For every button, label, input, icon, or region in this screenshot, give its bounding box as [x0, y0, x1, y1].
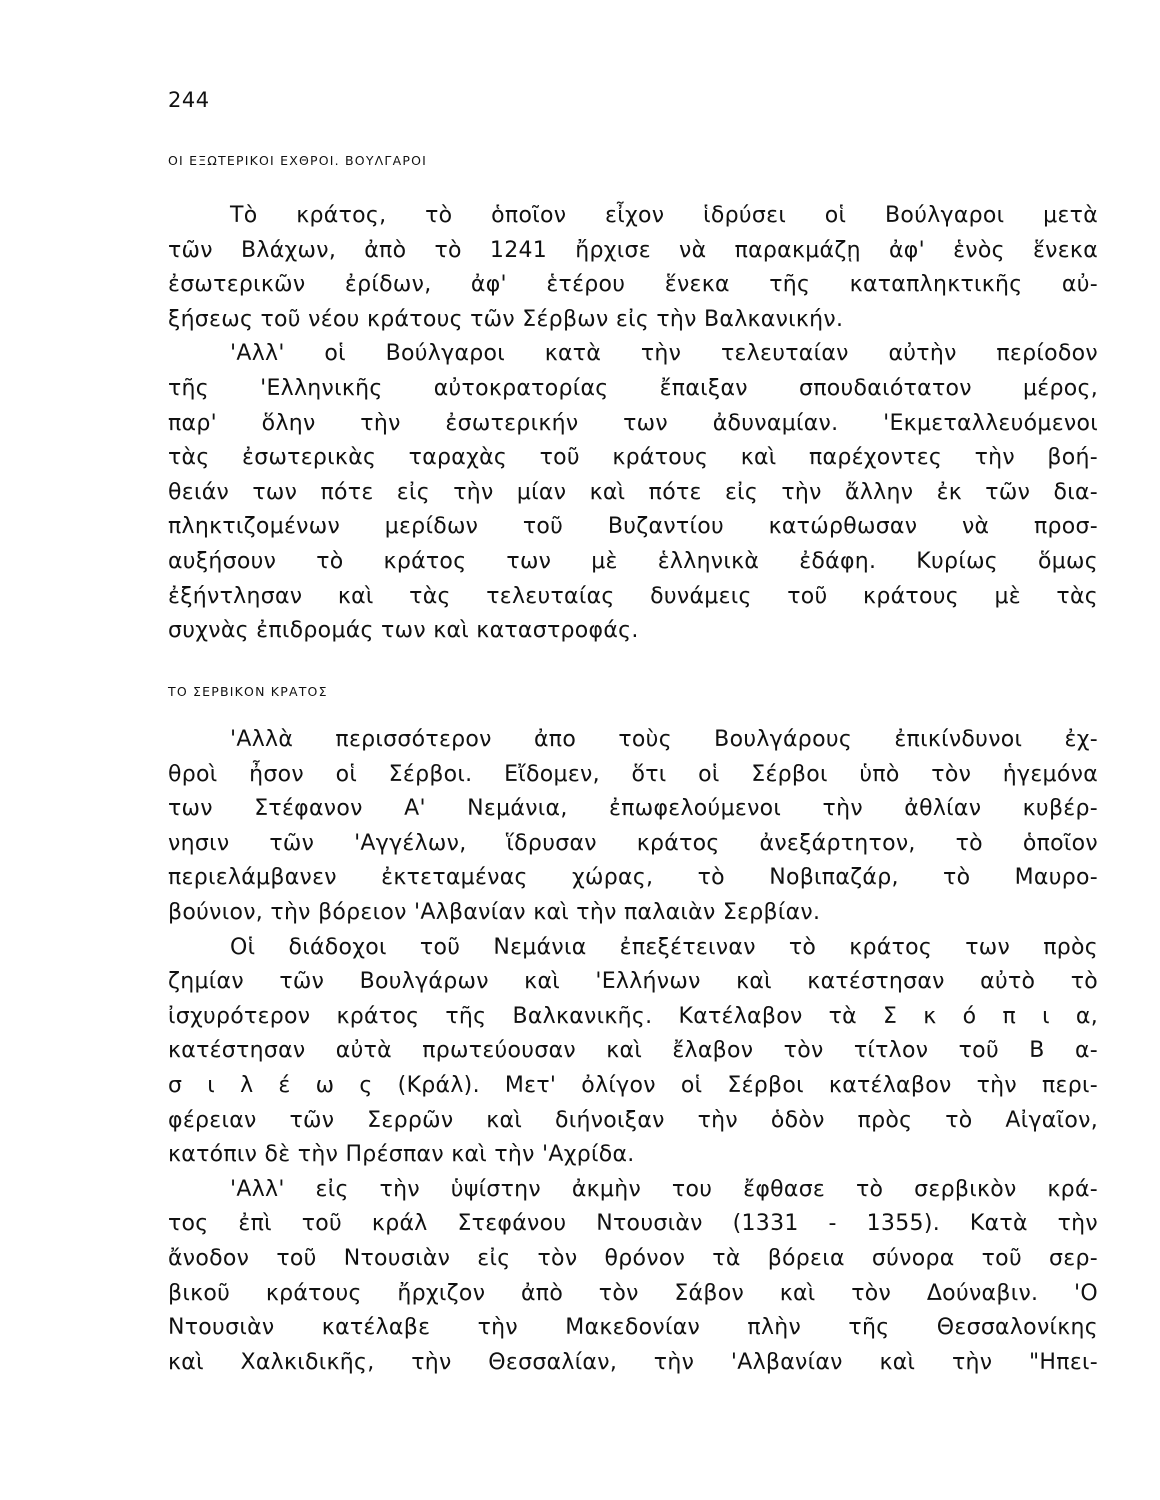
- text-line: καὶ Χαλκιδικῆς, τὴν Θεσσαλίαν, τὴν 'Αλβανίαν καὶ τὴν "Ηπει-: [168, 1349, 1098, 1375]
- page-number: 244: [168, 88, 210, 112]
- text-line: τὰς ἐσωτερικὰς ταραχὰς τοῦ κράτους καὶ παρέχοντες τὴν βοή-: [168, 445, 1098, 471]
- text-line: σ ι λ έ ω ς (Κράλ). Μετ' ὀλίγον οἱ Σέρβοι κατέλαβον τὴν περι-: [168, 1072, 1098, 1098]
- text-line: ζημίαν τῶν Βουλγάρων καὶ 'Ελλήνων καὶ κατέστησαν αὐτὸ τὸ: [168, 969, 1098, 995]
- text-line: κατόπιν δὲ τὴν Πρέσπαν καὶ τὴν 'Αχρίδα.: [168, 1142, 635, 1168]
- text-line: τος ἐπὶ τοῦ κράλ Στεφάνου Ντουσιὰν (1331 - 1355). Κατὰ τὴν: [168, 1211, 1098, 1237]
- text-line: νησιν τῶν 'Αγγέλων, ἵδρυσαν κράτος ἀνεξάρτητον, τὸ ὁποῖον: [168, 830, 1098, 856]
- text-line: Τὸ κράτος, τὸ ὁποῖον εἶχον ἱδρύσει οἱ Βούλγαροι μετὰ: [230, 203, 1098, 228]
- text-line: 'Αλλ' οἱ Βούλγαροι κατὰ τὴν τελευταίαν αὐτὴν περίοδον: [230, 341, 1098, 367]
- text-line: φέρειαν τῶν Σερρῶν καὶ διήνοιξαν τὴν ὁδὸν πρὸς τὸ Αἰγαῖον,: [168, 1107, 1098, 1133]
- text-line: ἐσωτερικῶν ἐρίδων, ἀφ' ἑτέρου ἕνεκα τῆς καταπληκτικῆς αὐ-: [168, 272, 1098, 298]
- text-line: τῆς 'Ελληνικῆς αὐτοκρατορίας ἔπαιξαν σπουδαιότατον μέρος,: [168, 375, 1098, 401]
- text-line: ἄνοδον τοῦ Ντουσιὰν εἰς τὸν θρόνον τὰ βόρεια σύνορα τοῦ σερ-: [168, 1245, 1098, 1271]
- text-line: βούνιον, τὴν βόρειον 'Αλβανίαν καὶ τὴν παλαιὰν Σερβίαν.: [168, 899, 821, 925]
- text-line: 'Αλλ' εἰς τὴν ὑψίστην ἀκμὴν του ἔφθασε τὸ σερβικὸν κρά-: [230, 1176, 1098, 1202]
- text-line: θροὶ ἦσον οἱ Σέρβοι. Εἴδομεν, ὅτι οἱ Σέρβοι ὑπὸ τὸν ἡγεμόνα: [168, 761, 1098, 787]
- section-body-bulgarians: [168, 199, 1098, 649]
- section-body-serbian-state: [168, 723, 1098, 1380]
- text-line: κατέστησαν αὐτὰ πρωτεύουσαν καὶ ἔλαβον τὸν τίτλον τοῦ Β α-: [168, 1038, 1098, 1064]
- text-line: Οἱ διάδοχοι τοῦ Νεμάνια ἐπεξέτειναν τὸ κράτος των πρὸς: [230, 934, 1098, 960]
- text-line: περιελάμβανεν ἐκτεταμένας χώρας, τὸ Νοβιπαζάρ, τὸ Μαυρο-: [168, 865, 1098, 891]
- section-heading-bulgarians: ΟΙ ΕΞΩΤΕΡΙΚΟΙ ΕΧΘΡΟΙ. ΒΟΥΛΓΑΡΟΙ: [168, 153, 427, 168]
- text-line: ξήσεως τοῦ νέου κράτους τῶν Σέρβων εἰς τὴν Βαλκανικήν.: [168, 306, 844, 332]
- text-line: πληκτιζομένων μερίδων τοῦ Βυζαντίου κατώρθωσαν νὰ προσ-: [168, 514, 1098, 540]
- text-line: ἰσχυρότερον κράτος τῆς Βαλκανικῆς. Κατέλαβον τὰ Σ κ ό π ι α,: [168, 1003, 1098, 1029]
- text-line: συχνὰς ἐπιδρομάς των καὶ καταστροφάς.: [168, 618, 639, 644]
- text-line: παρ' ὅλην τὴν ἐσωτερικήν των ἀδυναμίαν. 'Εκμεταλλευόμενοι: [168, 410, 1098, 436]
- text-line: θειάν των πότε εἰς τὴν μίαν καὶ πότε εἰς τὴν ἄλλην ἐκ τῶν δια-: [168, 479, 1098, 505]
- text-line: των Στέφανον Α' Νεμάνια, ἐπωφελούμενοι τὴν ἀθλίαν κυβέρ-: [168, 796, 1098, 822]
- text-line: 'Αλλὰ περισσότερον ἀπο τοὺς Βουλγάρους ἐπικίνδυνοι ἐχ-: [230, 727, 1098, 752]
- text-line: βικοῦ κράτους ἤρχιζον ἀπὸ τὸν Σάβον καὶ τὸν Δούναβιν. 'Ο: [168, 1280, 1098, 1306]
- text-line: ἐξήντλησαν καὶ τὰς τελευταίας δυνάμεις τοῦ κράτους μὲ τὰς: [168, 583, 1098, 609]
- section-heading-serbian-state: ΤΟ ΣΕΡΒΙΚΟΝ ΚΡΑΤΟΣ: [168, 684, 328, 699]
- text-line: αυξήσουν τὸ κράτος των μὲ ἑλληνικὰ ἐδάφη. Κυρίως ὅμως: [168, 548, 1098, 574]
- text-line: τῶν Βλάχων, ἀπὸ τὸ 1241 ἤρχισε νὰ παρακμάζῃ ἀφ' ἑνὸς ἕνεκα: [168, 237, 1098, 263]
- text-line: Ντουσιὰν κατέλαβε τὴν Μακεδονίαν πλὴν τῆς Θεσσαλονίκης: [168, 1315, 1098, 1341]
